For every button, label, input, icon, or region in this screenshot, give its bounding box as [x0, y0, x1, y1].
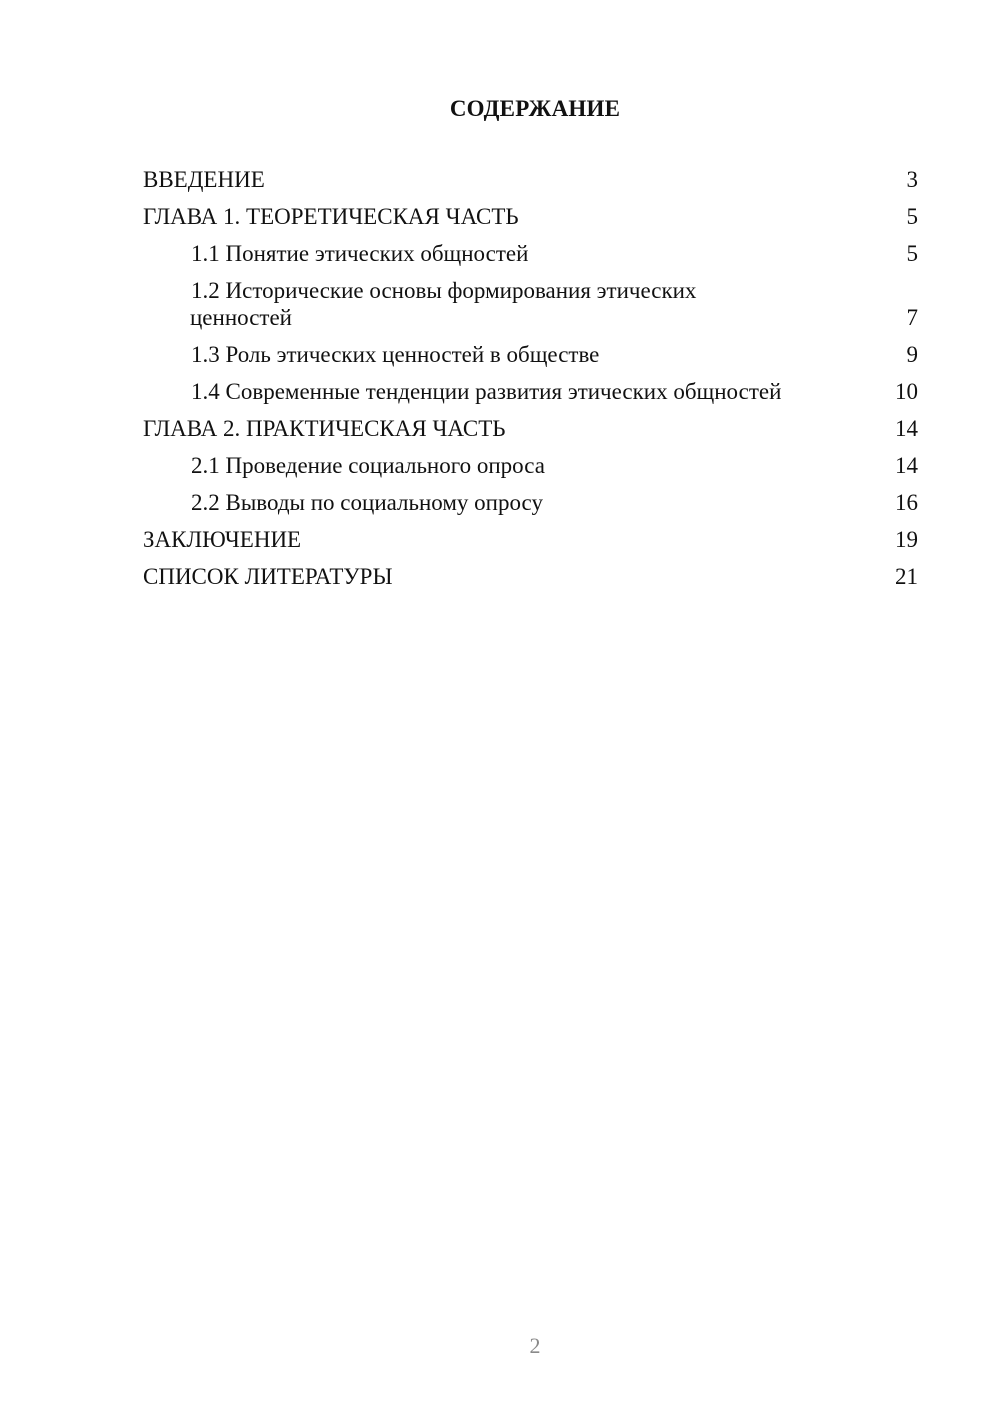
toc-entry-page: 16	[895, 490, 918, 515]
toc-entry-chapter-1[interactable]	[143, 203, 918, 230]
toc-entry-page: 14	[895, 453, 918, 478]
toc-entry-label: ЗАКЛЮЧЕНИЕ	[143, 527, 302, 552]
toc-entry-section-1-3[interactable]	[143, 341, 918, 368]
toc-heading: СОДЕРЖАНИЕ	[449, 96, 621, 121]
toc-entry-label: 1.3 Роль этических ценностей в обществе	[191, 342, 600, 367]
toc-entry-conclusion[interactable]	[143, 526, 918, 553]
toc-entry-label: ГЛАВА 2. ПРАКТИЧЕСКАЯ ЧАСТЬ	[143, 416, 506, 441]
toc-entry-page: 9	[906, 342, 918, 367]
toc-entry-introduction[interactable]	[143, 166, 918, 193]
toc-entry-page: 10	[895, 379, 918, 404]
toc-entry-page: 21	[895, 564, 918, 589]
toc-entry-page: 19	[895, 527, 918, 552]
toc-entry-label: ВВЕДЕНИЕ	[143, 167, 265, 192]
toc-entry-section-2-1[interactable]	[143, 452, 918, 479]
toc-entry-section-2-2[interactable]	[143, 489, 918, 516]
toc-entry-chapter-2[interactable]	[143, 415, 918, 442]
toc-entry-page: 3	[906, 167, 918, 192]
toc-entry-page: 14	[895, 416, 918, 441]
toc-entry-bibliography[interactable]	[143, 563, 918, 590]
toc-entry-label: 1.1 Понятие этических общностей	[191, 241, 529, 266]
toc-entry-page: 5	[906, 204, 918, 229]
toc-entry-label-line-1: 1.2 Исторические основы формирования этических	[191, 278, 697, 303]
toc-entry-label: 2.1 Проведение социального опроса	[191, 453, 545, 478]
toc-entry-section-1-4[interactable]	[143, 378, 918, 405]
toc-entry-label	[143, 277, 918, 331]
toc-entry-section-1-2[interactable]	[143, 277, 918, 331]
toc-entry-page: 7	[906, 305, 918, 330]
table-of-contents	[143, 166, 918, 590]
toc-entry-page: 5	[906, 241, 918, 266]
toc-entry-label: 1.4 Современные тенденции развития этических общностей	[191, 379, 782, 404]
toc-entry-label: СПИСОК ЛИТЕРАТУРЫ	[143, 564, 393, 589]
page-number: 2	[529, 1333, 541, 1358]
toc-entry-section-1-1[interactable]	[143, 240, 918, 267]
toc-entry-label-line-2: ценностей	[190, 305, 292, 330]
toc-entry-label: 2.2 Выводы по социальному опросу	[191, 490, 543, 515]
toc-entry-label: ГЛАВА 1. ТЕОРЕТИЧЕСКАЯ ЧАСТЬ	[143, 204, 519, 229]
